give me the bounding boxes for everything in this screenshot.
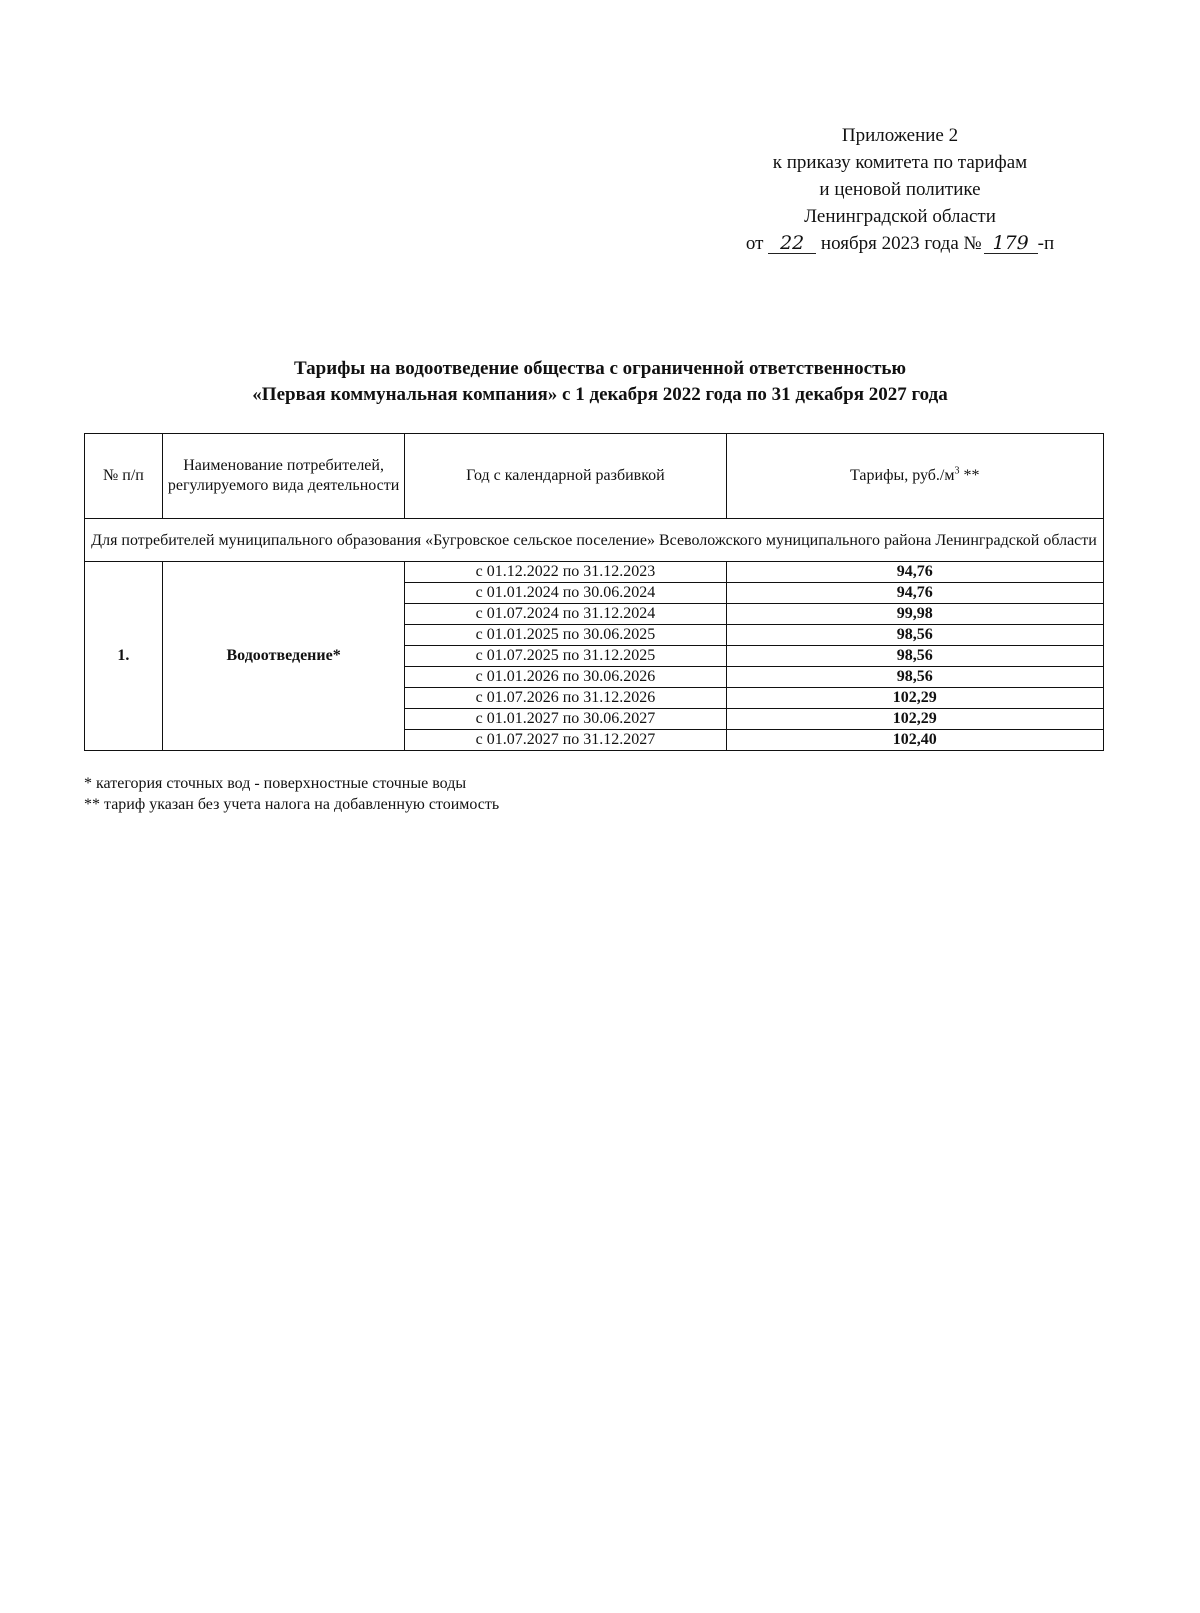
period-cell: с 01.01.2027 по 30.06.2027: [405, 709, 726, 730]
period-cell: с 01.01.2026 по 30.06.2026: [405, 667, 726, 688]
annex-committee-line: и ценовой политике: [819, 179, 981, 200]
header-tariff: [726, 434, 1103, 519]
tariff-table: [84, 433, 1104, 751]
period-cell: с 01.12.2022 по 31.12.2023: [405, 562, 726, 583]
row-number: 1.: [85, 562, 163, 751]
header-name: Наименование потребителей, регулируемого вида деятельности: [162, 434, 404, 519]
annex-order-line: к приказу комитета по тарифам: [772, 152, 1028, 173]
annex-date-line: [700, 230, 1100, 257]
header-period: Год с календарной разбивкой: [405, 434, 726, 519]
period-cell: с 01.01.2025 по 30.06.2025: [405, 625, 726, 646]
period-cell: с 01.07.2025 по 31.12.2025: [405, 646, 726, 667]
group-title: Для потребителей муниципального образования «Бугровское сельское поселение» Всеволожского муниципального района Ленинградской области: [85, 519, 1104, 562]
annex-region-line: Ленинградской области: [804, 206, 996, 227]
footnote-1: * категория сточных вод - поверхностные сточные воды: [84, 775, 467, 792]
period-cell: с 01.07.2026 по 31.12.2026: [405, 688, 726, 709]
handwritten-order-number: 179: [984, 233, 1038, 254]
document-title: [60, 356, 1140, 408]
tariff-cell: 98,56: [726, 667, 1103, 688]
date-middle: ноября 2023 года №: [820, 233, 982, 254]
tariff-cell: 94,76: [726, 583, 1103, 604]
header-tariff-label: Тарифы, руб./м: [850, 467, 955, 484]
tariff-cell: 94,76: [726, 562, 1103, 583]
annex-header: [700, 122, 1100, 257]
footnotes: [84, 773, 499, 815]
tariff-cell: 98,56: [726, 625, 1103, 646]
annex-title: Приложение 2: [841, 125, 959, 146]
header-tariff-sup: 3: [954, 465, 960, 477]
period-cell: с 01.07.2027 по 31.12.2027: [405, 730, 726, 751]
period-cell: с 01.01.2024 по 30.06.2024: [405, 583, 726, 604]
tariff-cell: 102,29: [726, 709, 1103, 730]
date-prefix: от: [745, 233, 764, 254]
tariff-cell: 102,29: [726, 688, 1103, 709]
header-number: № п/п: [85, 434, 163, 519]
handwritten-day: 22: [768, 233, 816, 254]
group-row: [85, 519, 1104, 562]
tariff-cell: 99,98: [726, 604, 1103, 625]
table-header-row: [85, 434, 1104, 519]
tariff-cell: 98,56: [726, 646, 1103, 667]
header-tariff-suffix: **: [959, 467, 980, 484]
table-row: [85, 562, 1104, 583]
order-suffix: -п: [1037, 233, 1055, 254]
title-line-2: «Первая коммунальная компания» с 1 декабря 2022 года по 31 декабря 2027 года: [252, 384, 948, 405]
period-cell: с 01.07.2024 по 31.12.2024: [405, 604, 726, 625]
title-line-1: Тарифы на водоотведение общества с ограниченной ответственностью: [293, 358, 906, 379]
footnote-2: ** тариф указан без учета налога на добавленную стоимость: [84, 796, 500, 813]
tariff-cell: 102,40: [726, 730, 1103, 751]
row-service-name: Водоотведение*: [162, 562, 404, 751]
